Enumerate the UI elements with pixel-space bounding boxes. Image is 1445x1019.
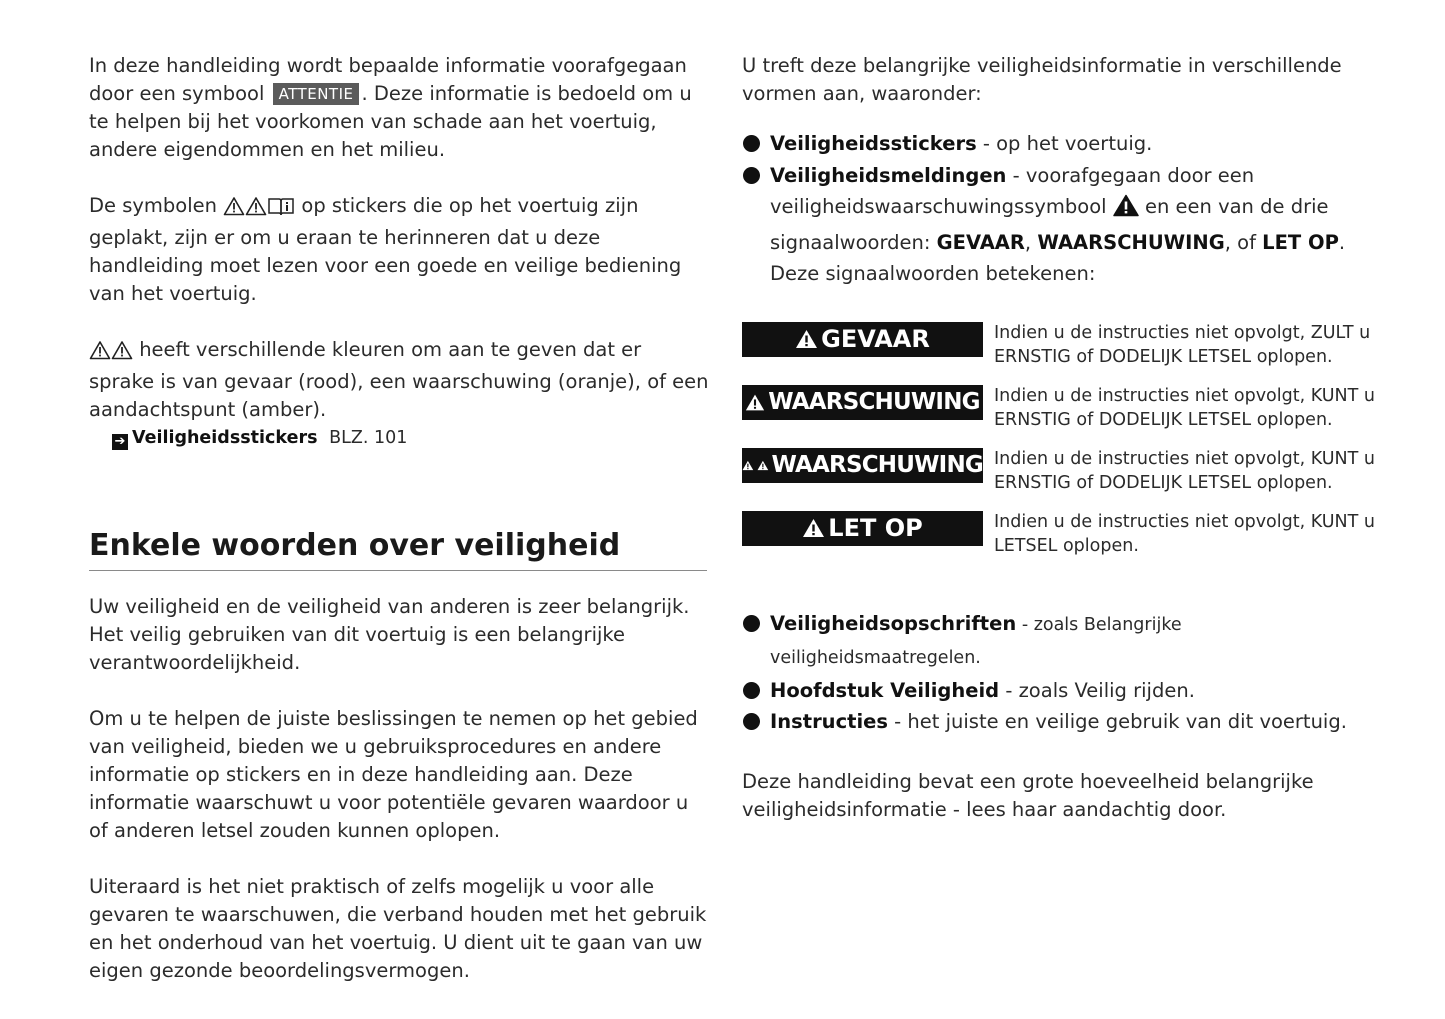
signal-label-waarschuwing: WAARSCHUWING <box>742 385 983 420</box>
list-item: Hoofdstuk Veiligheid - zoals Veilig rijden. <box>742 675 1392 707</box>
signal-label-waarschuwing-double: WAARSCHUWING <box>742 448 983 483</box>
info-forms-list-continued <box>742 608 1392 738</box>
attentie-badge: ATTENTIE <box>273 83 360 105</box>
intro-attentie-paragraph: In deze handleiding wordt bepaalde informatie voorafgegaan door een symbool ATTENTIE . Deze informatie is bedoeld om u te helpen bij het voorkomen van schade aan het voertuig, andere eigendommen en het milieu. <box>89 54 692 161</box>
section-heading: Enkele woorden over veiligheid <box>89 528 707 571</box>
right-column <box>742 52 1392 824</box>
list-item: Veiligheidsstickers - op het voertuig. <box>742 128 1392 160</box>
bullet-icon <box>743 713 760 730</box>
bullet-icon <box>743 167 760 184</box>
signal-label-let-op: LET OP <box>742 511 983 546</box>
bullet-icon <box>743 615 760 632</box>
warning-triangle-solid-icon <box>757 456 769 475</box>
list-item: Veiligheidsopschriften - zoals Belangrijke veiligheidsmaatregelen. <box>742 608 1392 675</box>
warning-triangle-solid-icon <box>1113 194 1139 227</box>
safety-paragraph-2: Om u te helpen de juiste beslissingen te nemen op het gebied van veiligheid, bieden we u gebruiksprocedures en andere informatie op stickers en in deze handleiding aan. Deze informatie waarschuwt u voor potentiële gevaren waardoor u of anderen letsel zouden kunnen oplopen. <box>89 707 698 842</box>
manual-book-icon <box>267 196 295 224</box>
warning-triangle-solid-icon <box>795 329 818 349</box>
warning-triangle-icon <box>245 196 267 224</box>
symbols-paragraph: De symbolen op stickers die op het voertuig zijn geplakt, zijn er om u eraan te herinneren dat u deze handleiding moet lezen voor een goede en veilige bediening van het voertuig. <box>89 194 682 305</box>
warning-triangle-solid-icon <box>802 518 825 538</box>
warning-triangle-icon <box>223 196 245 224</box>
right-intro: U treft deze belangrijke veiligheidsinformatie in verschillende vormen aan, waaronder: <box>742 54 1342 105</box>
info-forms-list <box>742 128 1392 290</box>
cross-reference-link[interactable]: ➔ Veiligheidsstickers BLZ. 101 <box>89 426 709 450</box>
colors-paragraph: heeft verschillende kleuren om aan te geven dat er sprake is van gevaar (rood), een waarschuwing (oranje), of een aandachtspunt (amber). <box>89 338 709 421</box>
warning-triangle-icon <box>111 340 133 368</box>
right-outro: Deze handleiding bevat een grote hoeveelheid belangrijke veiligheidsinformatie - lees haar aandachtig door. <box>742 769 1314 821</box>
safety-paragraph-1: Uw veiligheid en de veiligheid van anderen is zeer belangrijk. Het veilig gebruiken van dit voertuig is een belangrijke verantwoordelijkheid. <box>89 595 690 674</box>
left-column <box>89 52 709 985</box>
signal-words-table <box>742 321 1392 573</box>
warning-triangle-icon <box>89 340 111 368</box>
signal-row-gevaar: GEVAAR Indien u de instructies niet opvolgt, ZULT u ERNSTIG of DODELIJK LETSEL oplopen. <box>742 321 1392 384</box>
signal-row-waarschuwing-double: WAARSCHUWING Indien u de instructies niet opvolgt, KUNT u ERNSTIG of DODELIJK LETSEL oplopen. <box>742 447 1392 510</box>
signal-row-let-op: LET OP Indien u de instructies niet opvolgt, KUNT u LETSEL oplopen. <box>742 510 1392 573</box>
warning-triangle-solid-icon <box>742 456 754 475</box>
warning-triangle-solid-icon <box>745 393 765 412</box>
list-item: Veiligheidsmeldingen - voorafgegaan door een veiligheidswaarschuwingssymbool en een van de drie signaalwoorden: GEVAAR, WAARSCHUWING, of LET OP. Deze signaalwoorden betekenen: <box>742 160 1392 290</box>
arrow-right-icon: ➔ <box>112 434 128 450</box>
list-item: Instructies - het juiste en veilige gebruik van dit voertuig. <box>742 706 1392 738</box>
signal-row-waarschuwing: WAARSCHUWING Indien u de instructies niet opvolgt, KUNT u ERNSTIG of DODELIJK LETSEL oplopen. <box>742 384 1392 447</box>
bullet-icon <box>743 682 760 699</box>
safety-paragraph-3: Uiteraard is het niet praktisch of zelfs mogelijk u voor alle gevaren te waarschuwen, die verband houden met het gebruik en het onderhoud van het voertuig. U dient uit te gaan van uw eigen gezonde beoordelingsvermogen. <box>89 875 707 982</box>
bullet-icon <box>743 135 760 152</box>
signal-label-gevaar: GEVAAR <box>742 322 983 357</box>
